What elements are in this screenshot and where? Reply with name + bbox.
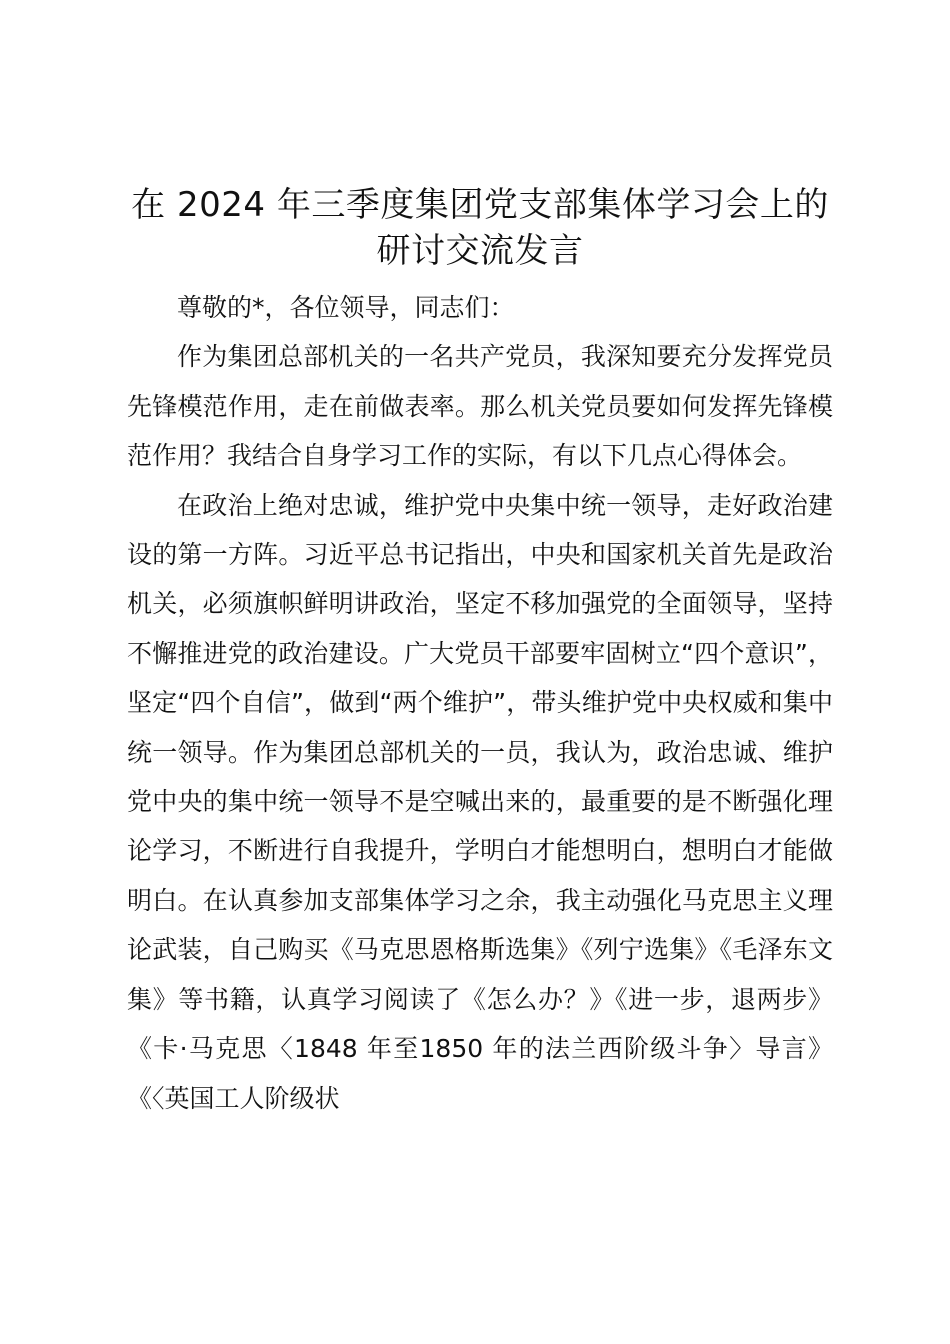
document-body xyxy=(127,283,833,1123)
paragraph-1: 作为集团总部机关的一名共产党员，我深知要充分发挥党员先锋模范作用，走在前做表率。那么机关党员要如何发挥先锋模范作用？我结合自身学习工作的实际，有以下几点心得体会。 xyxy=(127,342,833,471)
paragraph-2: 在政治上绝对忠诚，维护党中央集中统一领导，走好政治建设的第一方阵。习近平总书记指出，中央和国家机关首先是政治机关，必须旗帜鲜明讲政治，坚定不移加强党的全面领导，坚持不懈推进党的政治建设。广大党员干部要牢固树立“四个意识”，坚定“四个自信”，做到“两个维护”，带头维护党中央权威和集中统一领导。作为集团总部机关的一员，我认为，政治忠诚、维护党中央的集中统一领导不是空喊出来的，最重要的是不断强化理论学习，不断进行自我提升，学明白才能想明白，想明白才能做明白。在认真参加支部集体学习之余，我主动强化马克思主义理论武装，自己购买《马克思恩格斯选集》《列宁选集》《毛泽东文集》等书籍，认真学习阅读了《怎么办？》《进一步，退两步》《卡·马克思〈1848 年至1850 年的法兰西阶级斗争〉导言》《〈英国工人阶级状 xyxy=(127,490,833,1113)
greeting: 尊敬的*，各位领导，同志们： xyxy=(177,293,515,322)
document-title xyxy=(110,182,850,274)
title-line-1: 在 2024 年三季度集团党支部集体学习会上的 xyxy=(131,185,829,225)
title-line-2: 研讨交流发言 xyxy=(376,231,584,271)
